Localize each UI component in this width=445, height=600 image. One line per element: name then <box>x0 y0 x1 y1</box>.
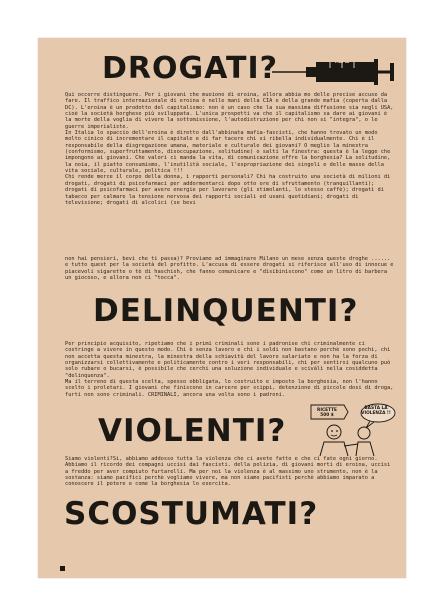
heading-delinquenti: DELINQUENTI? <box>93 293 359 329</box>
paragraph-delinquenti-intro: non hai pensieri, bevi che ti passa)? Proviamo ad immaginare Milano un mese senza queste droghe ...... e tutto quest per la società del profitto. L'accusa di essere drogati si riferisce all'uso di innocue e piacevoli sigarette o tè di haschish, che fanno comunicare e "disibiniscono" come un litro di barbera un giocoso, e allora non ci "tocca". <box>65 256 394 282</box>
paragraph-violenti: Siamo violenti?Si, abbiamo addosso tutta la violenza che ci avete fatto e che ci fate ogni giorno. Abbiamo il ricordo dei compagni uccisi dai fascisti. della polizia, di giovani morti di eroina, uccisi a freddo per aver compiuto furtarelli. Ma per noi la violenza è al massimo uno strumento, non è la sostanza: siamo pacifici perchè vogliamo vivere, ma non siamo pacifisti perchè abbiamo imparato a conoscere il potere e come la borghesia lo esercita. <box>65 456 391 488</box>
paragraph-delinquenti: Per principio acquisito, ripetiamo che i primi criminali sono i padronise chi criminalmente ci costringe a vivere in questo modo. Chi è senza lavoro e chi i soldi non bastano perchè sono pochi, chi non accetta questa minestra, la minestra della schiavitù del lavoro salariato e non ha la forza di organizzarsi collettivamente e politicamente contro i veri responsabili, chi per sentirsi qualcuno può solo rubare o bucarsi, è possibile che cerchi una soluzione individuale e sciválì nella cosiddetta "delinquenza". Ma il terreno di questa scelta, spesso obbligata, lo costruito e imposto la borghesia, non l'hanno scelto i proletari. I giovani che finiscono in carcere per scippi, detenzione di piccole dosi di droga, furti non sono criminali. CRIMINALI, ancora una volta sono i padroni. <box>65 341 394 398</box>
price-tag-text: RICETTE 500 $ <box>317 408 337 418</box>
corner-mark <box>60 566 65 571</box>
heading-drogati: DROGATI? <box>102 51 279 86</box>
flyer-page <box>38 38 406 578</box>
heading-scostumati: SCOSTUMATI? <box>64 496 319 532</box>
heading-violenti: VIOLENTI? <box>98 413 287 449</box>
syringe-label: MAFIA <box>334 59 350 64</box>
paragraph-drogati: Qui occorre distinguere. Per i giovani che muoiono di eroina, allora abbia mo delle precise accuse da fare. Il traffico internazionale di eroina è nelle mani della CIA e della grande mafia (coperta dalla DC). L'eroina è un prodotto del capitalismo: non è un caso che la sua massima diffusione sia negli USA, cioè la società borghese più sviluppata. L'unica prospetti va che il capitalismo sa dare ai giovani è la morte della voglia di vivere la sottomissione, l'autodistruzione per chi non si "integra", o le guerre imperialiste. In Italia lo spaccio dell'eroina è diretto dall'abbinata mafia-fascisti, che hanno trovato un modo molto cinico di incrementare il capitale e di far tacere chi si ribella individualmente. Chi è il responsabile della disgregazione umana, materiale e culturale dei giovani? O meglio la minestra (conformismo, superfruttamento, disoccupazione, solitudine) o salti la finestra: questa è la legge che impongono ai giovani. Che valori ci manda la vita, di comunicazione offre la borghesia? La solitudine, la noia, il piatto consumismo, l'inutilità sociale, l'espropriazione dei singoli e delle masse della vita sociale, culturale, politica !!! Chi rende merce il corpo della donna, i rapporti personali? Chi ha costruito una società di milioni di drogati, drogati di psicofarmaci per addormentarci dopo otto ore di sfruttamento (tranquillanti); drogati di psicofarmaci per avere energie per lavorare (gli stimolanti, lo stesso caffè); drogati di tabacco per calmare la tensione nervosa dei rapporti sociali ed usani quotidiani; drogati di televisione; drogati di alcolici (se bevi <box>65 92 394 206</box>
speech-bubble-text: BASTA LA VIOLENZA !! <box>361 406 391 416</box>
